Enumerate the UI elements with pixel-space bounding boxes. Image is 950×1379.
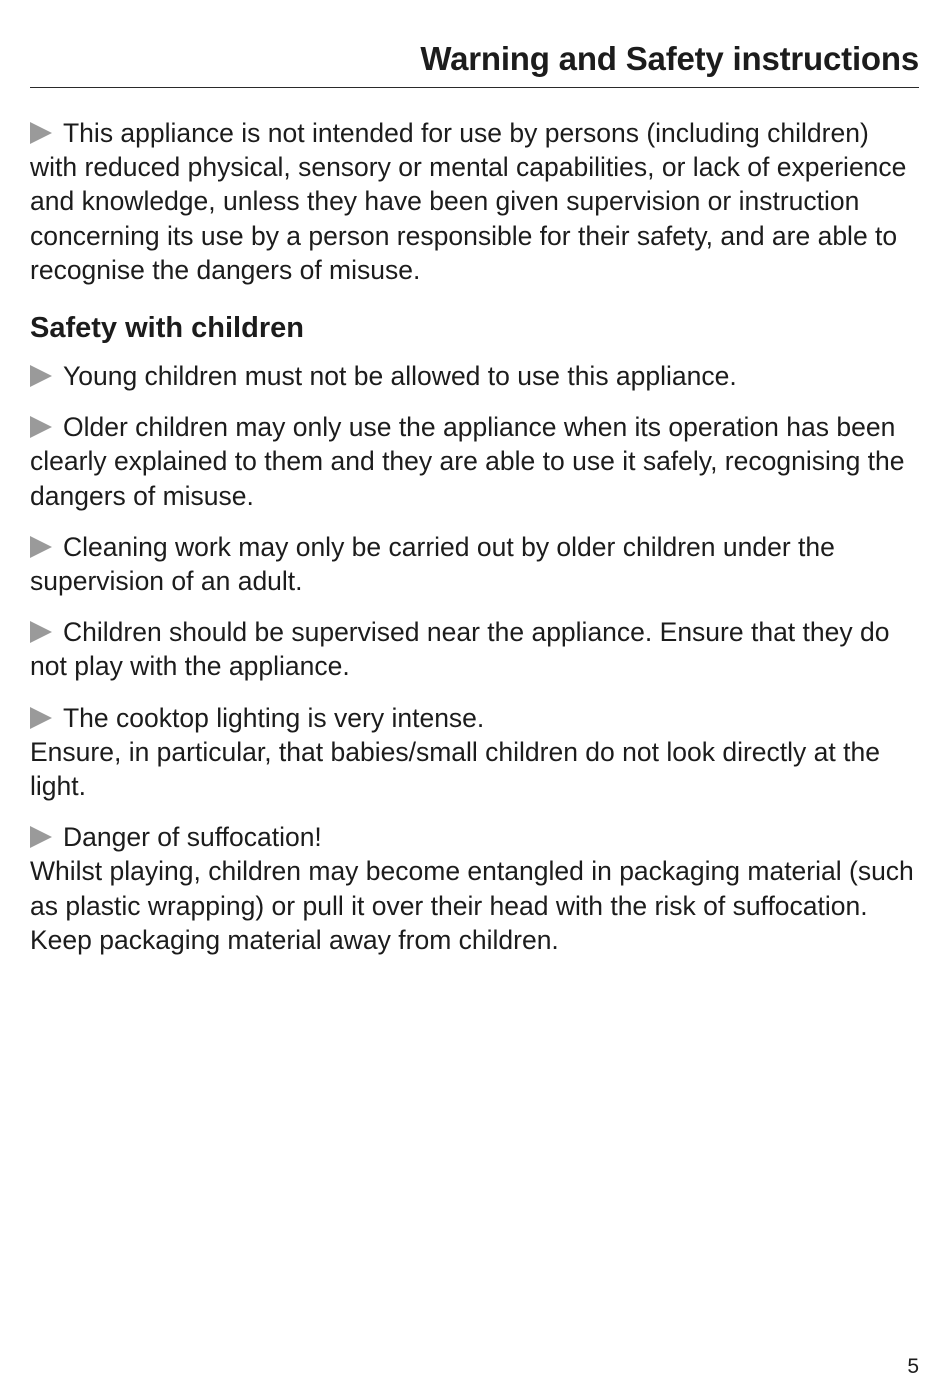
page-title: Warning and Safety instructions bbox=[420, 40, 919, 77]
page-header bbox=[30, 36, 919, 88]
page-number: 5 bbox=[907, 1355, 919, 1378]
safety-item-detail: Whilst playing, children may become entangled in packaging material (such as plastic wrapping) or pull it over their head with the risk of suffocation. Keep packaging material away from children. bbox=[30, 856, 914, 955]
safety-item-text: Children should be supervised near the appliance. Ensure that they do not play with the appliance. bbox=[30, 617, 890, 682]
safety-item-text: Danger of suffocation! bbox=[63, 822, 322, 853]
safety-item bbox=[30, 410, 919, 513]
safety-item bbox=[30, 615, 919, 683]
bullet-arrow-icon bbox=[30, 707, 52, 729]
bullet-arrow-icon bbox=[30, 416, 52, 438]
safety-item-text: Young children must not be allowed to use this appliance. bbox=[63, 361, 737, 392]
document-body bbox=[30, 116, 919, 974]
safety-item bbox=[30, 359, 919, 393]
intro-paragraph bbox=[30, 116, 919, 287]
safety-item-detail: Ensure, in particular, that babies/small children do not look directly at the light. bbox=[30, 736, 880, 802]
safety-item bbox=[30, 530, 919, 598]
safety-item bbox=[30, 820, 919, 957]
bullet-arrow-icon bbox=[30, 621, 52, 643]
bullet-arrow-icon bbox=[30, 826, 52, 848]
safety-item-text: Cleaning work may only be carried out by older children under the supervision of an adult. bbox=[30, 531, 835, 597]
intro-text: This appliance is not intended for use by persons (including children) with reduced physical, sensory or mental capabilities, or lack of experience and knowledge, unless they have been given supervision or instruction concerning its use by a person responsible for their safety, and are able to recognise the dangers of misuse. bbox=[30, 118, 907, 285]
bullet-arrow-icon bbox=[30, 536, 52, 558]
safety-item-text: The cooktop lighting is very intense. bbox=[63, 702, 485, 733]
bullet-arrow-icon bbox=[30, 122, 52, 144]
section-heading: Safety with children bbox=[30, 312, 304, 345]
safety-item bbox=[30, 701, 919, 804]
safety-item-text: Older children may only use the appliance when its operation has been clearly explained to them and they are able to use it safely, recognising the dangers of misuse. bbox=[30, 412, 905, 511]
bullet-arrow-icon bbox=[30, 365, 52, 387]
